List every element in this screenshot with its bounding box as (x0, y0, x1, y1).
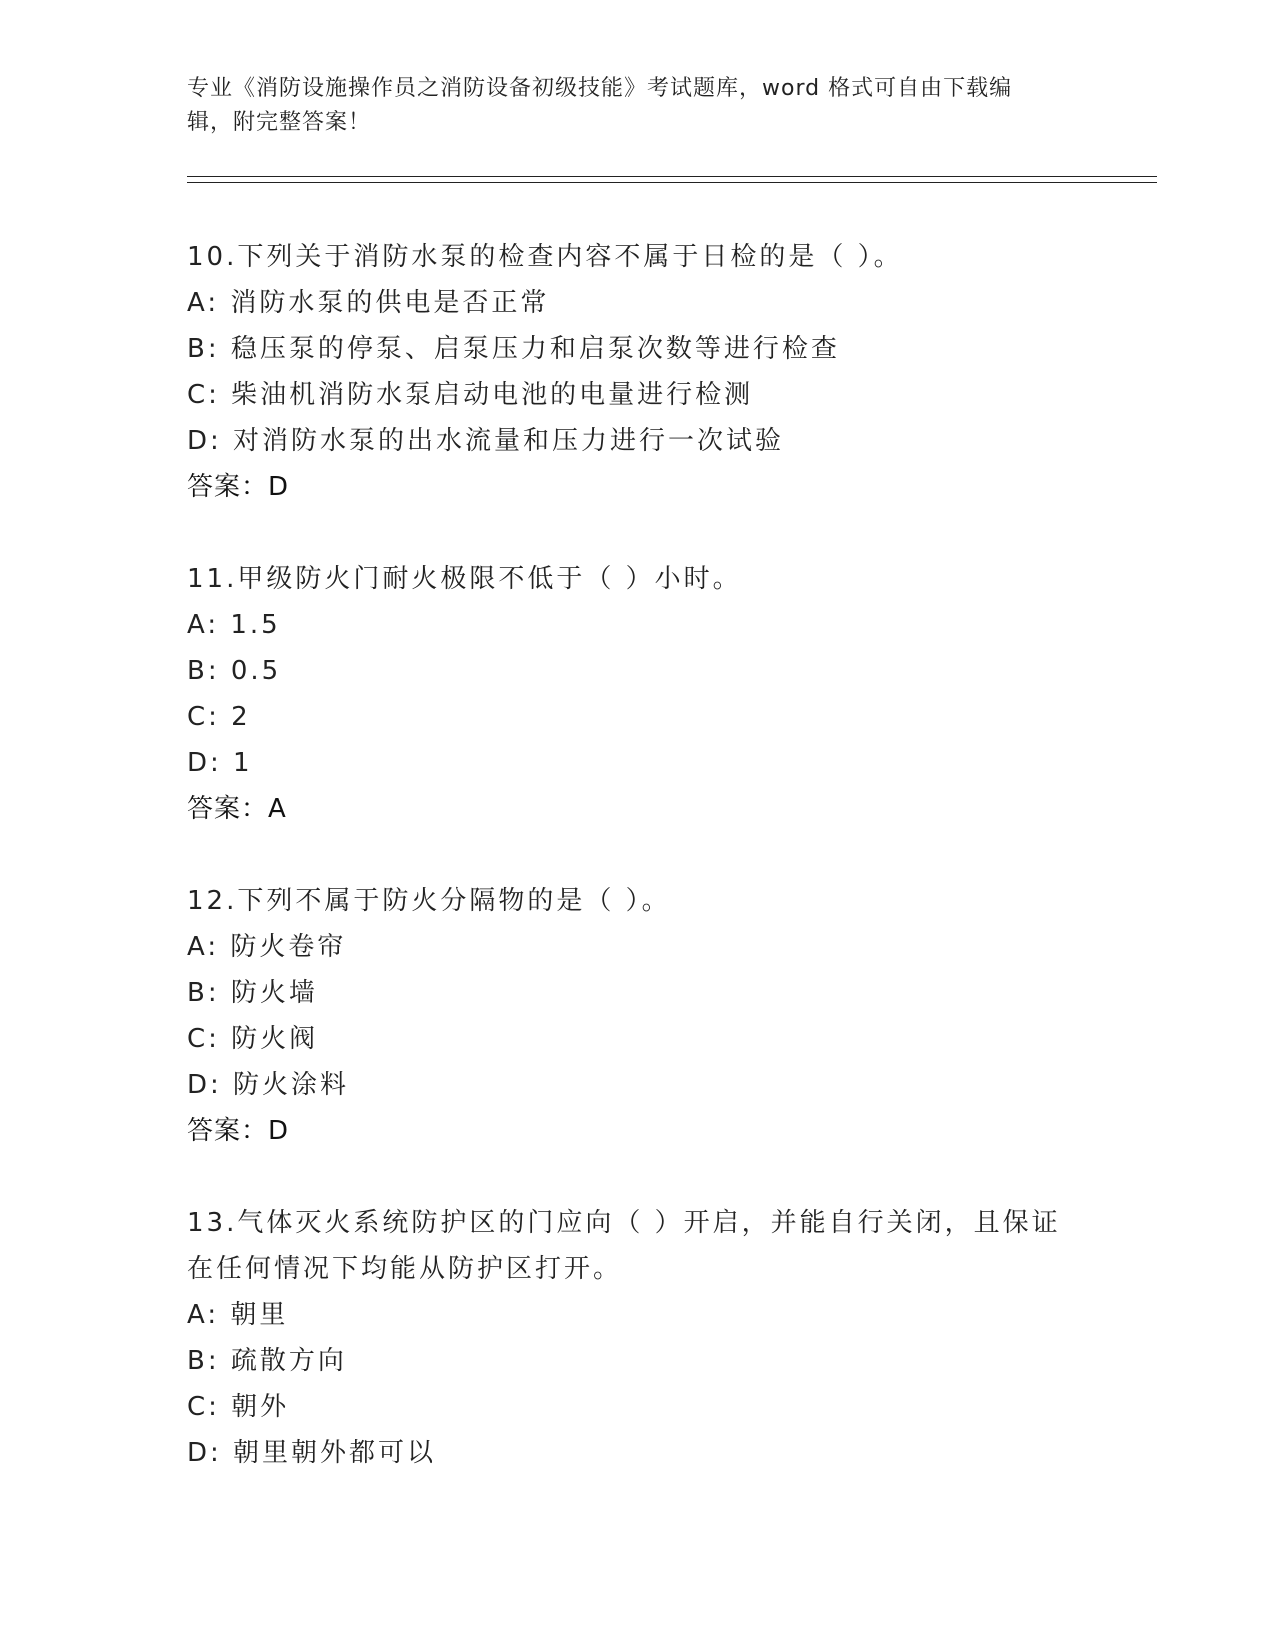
option-a: A: 朝里 (187, 1300, 289, 1330)
header-divider (187, 176, 1157, 183)
option-b: B: 防火墙 (187, 978, 318, 1008)
question-stem-line-2: 在任何情况下均能从防护区打开。 (187, 1254, 623, 1284)
header-line-2: 辑，附完整答案！ (187, 110, 372, 135)
option-d: D: 朝里朝外都可以 (187, 1438, 437, 1468)
question-stem: 12.下列不属于防火分隔物的是（ ）。 (187, 886, 671, 916)
option-d: D: 对消防水泵的出水流量和压力进行一次试验 (187, 426, 785, 456)
option-a: A: 防火卷帘 (187, 932, 347, 962)
option-c: C: 防火阀 (187, 1024, 319, 1054)
option-a: A: 1.5 (187, 610, 281, 640)
question-stem: 10.下列关于消防水泵的检查内容不属于日检的是（ ）。 (187, 242, 903, 272)
answer-line: 答案：A (187, 794, 287, 824)
question-list (187, 234, 1087, 1522)
option-d: D: 防火涂料 (187, 1070, 350, 1100)
question-stem-line-1: 13.气体灭火系统防护区的门应向（ ）开启，并能自行关闭，且保证 (187, 1208, 1061, 1238)
option-a: A: 消防水泵的供电是否正常 (187, 288, 550, 318)
option-b: B: 0.5 (187, 656, 282, 686)
option-c: C: 朝外 (187, 1392, 290, 1422)
document-header (187, 72, 1067, 140)
answer-line: 答案：D (187, 1116, 290, 1146)
question-13 (187, 1200, 1087, 1476)
option-b: B: 疏散方向 (187, 1346, 347, 1376)
option-c: C: 2 (187, 702, 251, 732)
question-stem: 11.甲级防火门耐火极限不低于（ ）小时。 (187, 564, 742, 594)
header-line-1: 专业《消防设施操作员之消防设备初级技能》考试题库，word 格式可自由下载编 (187, 76, 1013, 101)
option-c: C: 柴油机消防水泵启动电池的电量进行检测 (187, 380, 754, 410)
question-11 (187, 556, 1087, 832)
question-10 (187, 234, 1087, 510)
option-d: D: 1 (187, 748, 253, 778)
answer-line: 答案：D (187, 472, 290, 502)
option-b: B: 稳压泵的停泵、启泵压力和启泵次数等进行检查 (187, 334, 840, 364)
question-12 (187, 878, 1087, 1154)
